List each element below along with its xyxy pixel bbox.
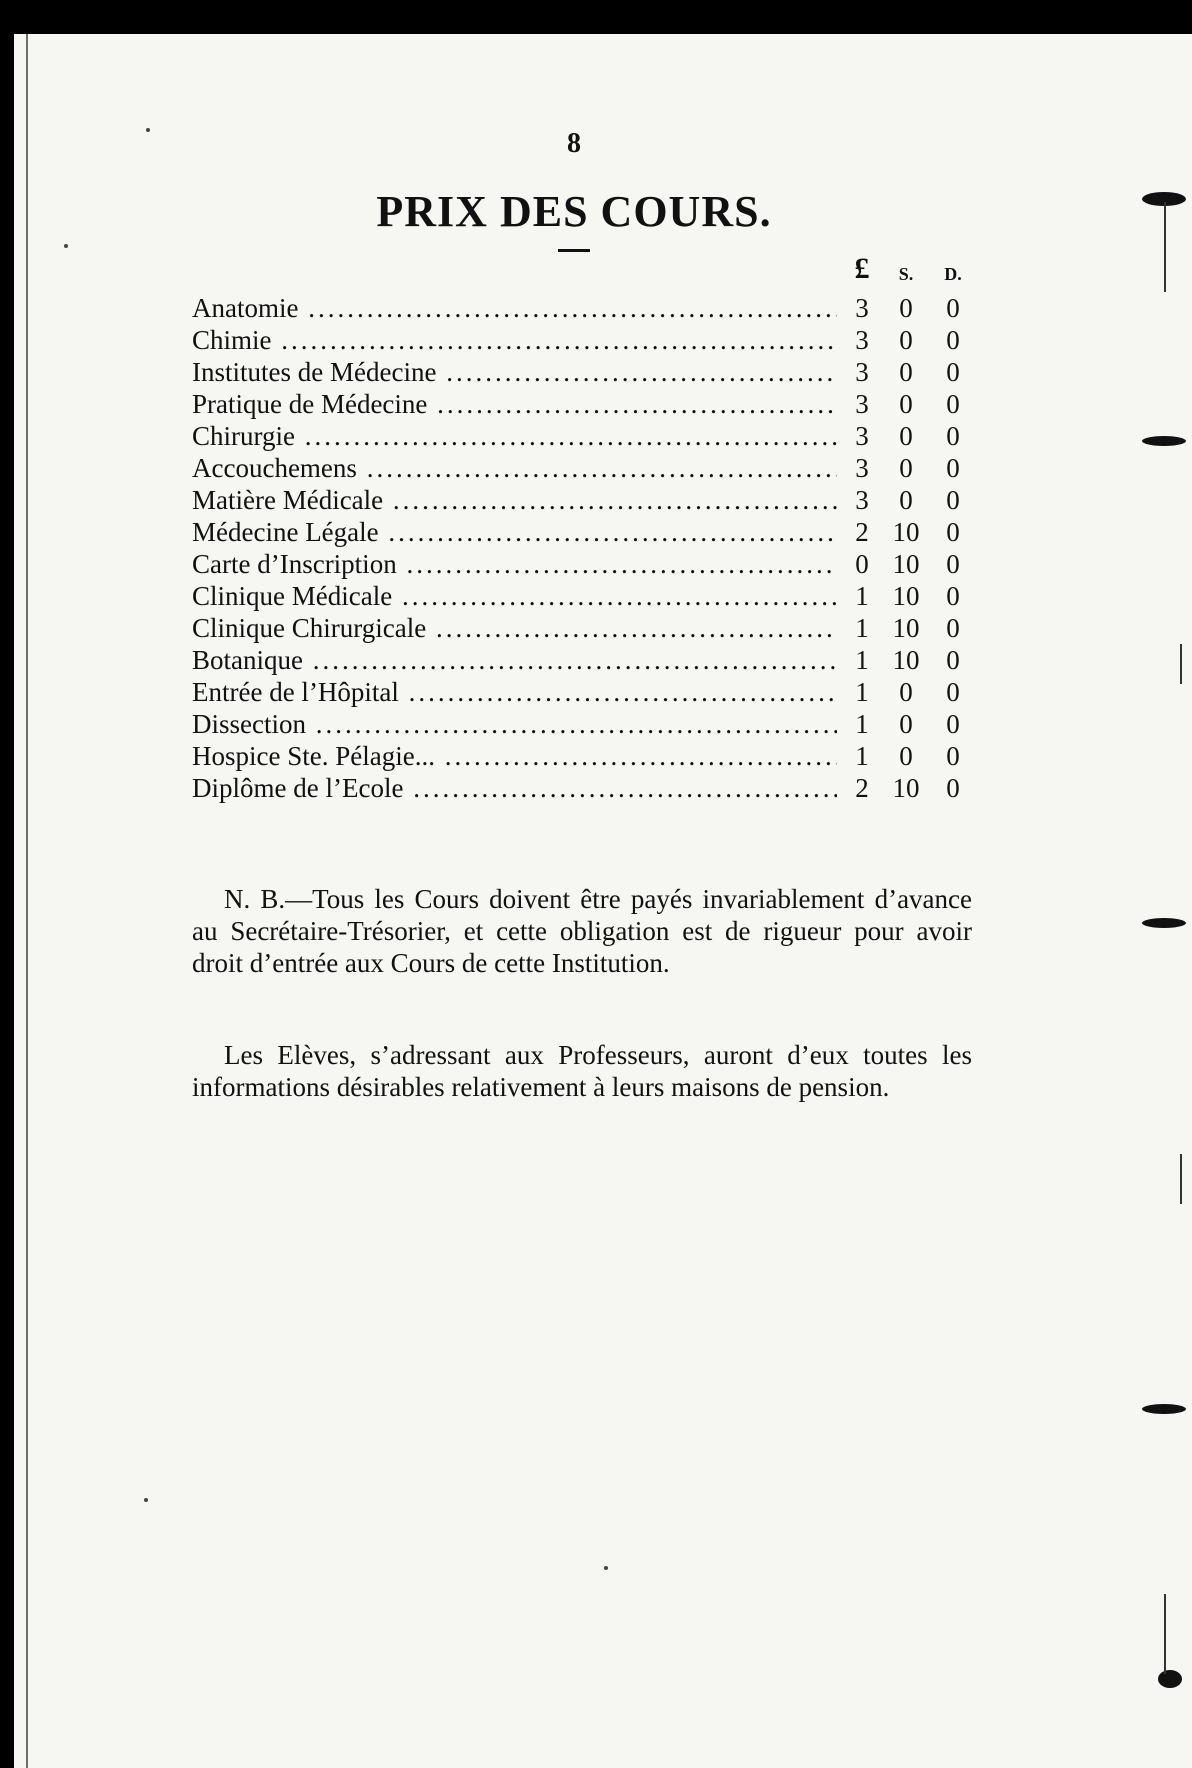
fee-shillings: 0 <box>881 356 931 388</box>
fee-row <box>178 676 998 708</box>
fee-pence: 0 <box>928 420 978 452</box>
fee-row <box>178 420 998 452</box>
page-title: PRIX DES COURS. <box>376 187 772 236</box>
fee-row <box>178 612 998 644</box>
fee-pence: 0 <box>928 772 978 804</box>
fee-shillings: 10 <box>881 516 931 548</box>
edge-tick <box>1180 644 1182 684</box>
fee-row <box>178 388 998 420</box>
fee-pounds: 2 <box>837 516 887 548</box>
fee-name: Hospice Ste. Pélagie... ..... <box>192 740 840 772</box>
fee-pence: 0 <box>928 708 978 740</box>
fee-shillings: 0 <box>881 708 931 740</box>
fee-shillings: 10 <box>881 644 931 676</box>
fee-pounds: 1 <box>837 676 887 708</box>
fee-shillings: 0 <box>881 292 931 324</box>
fee-shillings: 0 <box>881 676 931 708</box>
binding-mark <box>1142 436 1186 446</box>
fee-pence: 0 <box>928 356 978 388</box>
fee-pounds: 3 <box>837 292 887 324</box>
fee-row <box>178 708 998 740</box>
fee-row <box>178 740 998 772</box>
fee-pence: 0 <box>928 612 978 644</box>
fee-shillings: 10 <box>881 580 931 612</box>
fee-name: Diplôme de l’Ecole ..... <box>192 772 840 804</box>
fee-name: Dissection ..... <box>192 708 840 740</box>
fee-name: Institutes de Médecine ..... <box>192 356 840 388</box>
stray-mark <box>64 244 68 248</box>
fee-shillings: 0 <box>881 324 931 356</box>
fee-pounds: 1 <box>837 580 887 612</box>
fee-pence: 0 <box>928 388 978 420</box>
fee-pounds: 1 <box>837 612 887 644</box>
binding-mark <box>1158 1670 1182 1688</box>
fee-name: Chimie ..... <box>192 324 840 356</box>
fee-name: Clinique Chirurgicale ..... <box>192 612 840 644</box>
fee-pence: 0 <box>928 740 978 772</box>
fee-name: Botanique ..... <box>192 644 840 676</box>
pounds-column-header: £ <box>854 252 870 285</box>
fee-name: Accouchemens ..... <box>192 452 840 484</box>
fee-row <box>178 548 998 580</box>
document-page <box>14 34 1192 1768</box>
fee-pence: 0 <box>928 484 978 516</box>
fee-name: Matière Médicale ..... <box>192 484 840 516</box>
fee-row <box>178 356 998 388</box>
fee-pence: 0 <box>928 516 978 548</box>
fee-pence: 0 <box>928 580 978 612</box>
fee-shillings: 10 <box>881 772 931 804</box>
fee-name: Entrée de l’Hôpital ..... <box>192 676 840 708</box>
fee-name: Médecine Légale ..... <box>192 516 840 548</box>
fee-pence: 0 <box>928 548 978 580</box>
stray-mark <box>146 128 150 132</box>
fee-pounds: 3 <box>837 324 887 356</box>
fee-shillings: 10 <box>881 548 931 580</box>
binding-mark <box>1142 1404 1186 1414</box>
fee-row <box>178 580 998 612</box>
fee-name: Chirurgie ..... <box>192 420 840 452</box>
fee-name: Carte d’Inscription ..... <box>192 548 840 580</box>
fee-shillings: 0 <box>881 740 931 772</box>
payment-note: N. B.—Tous les Cours doivent être payés invariablement d’avance au Secrétaire-Trésorier, et cette obligation est de rigueur pour avoir droit d’entrée aux Cours de cette Institution. <box>192 884 972 978</box>
shillings-column-header: S. <box>898 264 914 284</box>
fee-row <box>178 324 998 356</box>
fee-row <box>178 644 998 676</box>
binding-mark <box>1142 918 1186 928</box>
fee-shillings: 0 <box>881 484 931 516</box>
fee-pounds: 3 <box>837 356 887 388</box>
boarding-note: Les Elèves, s’adressant aux Professeurs, auront d’eux toutes les informations désirables relativement à leurs maisons de pension. <box>192 1040 972 1102</box>
page-border-line <box>26 34 28 1768</box>
pence-column-header: D. <box>944 264 962 284</box>
fee-row <box>178 292 998 324</box>
fee-pence: 0 <box>928 292 978 324</box>
fee-pounds: 0 <box>837 548 887 580</box>
fee-name: Pratique de Médecine ..... <box>192 388 840 420</box>
fee-pounds: 2 <box>837 772 887 804</box>
fee-list <box>178 292 998 804</box>
fee-pounds: 3 <box>837 452 887 484</box>
page-number: 8 <box>567 128 581 159</box>
edge-tick <box>1180 1154 1182 1204</box>
fee-pence: 0 <box>928 324 978 356</box>
stray-mark <box>604 1566 608 1570</box>
fee-pounds: 3 <box>837 420 887 452</box>
fee-shillings: 0 <box>881 420 931 452</box>
fee-row <box>178 516 998 548</box>
title-rule <box>558 249 590 252</box>
edge-tick <box>1164 1594 1166 1674</box>
fee-shillings: 0 <box>881 388 931 420</box>
fee-pounds: 1 <box>837 644 887 676</box>
fee-pence: 0 <box>928 452 978 484</box>
fee-pounds: 1 <box>837 740 887 772</box>
stray-mark <box>144 1498 148 1502</box>
fee-shillings: 0 <box>881 452 931 484</box>
fee-row <box>178 484 998 516</box>
fee-pounds: 3 <box>837 388 887 420</box>
fee-name: Clinique Médicale ..... <box>192 580 840 612</box>
fee-name: Anatomie ..... <box>192 292 840 324</box>
fee-row <box>178 452 998 484</box>
fee-shillings: 10 <box>881 612 931 644</box>
fee-pence: 0 <box>928 644 978 676</box>
fee-pounds: 3 <box>837 484 887 516</box>
edge-tick <box>1164 202 1166 292</box>
fee-row <box>178 772 998 804</box>
fee-pence: 0 <box>928 676 978 708</box>
fee-pounds: 1 <box>837 708 887 740</box>
